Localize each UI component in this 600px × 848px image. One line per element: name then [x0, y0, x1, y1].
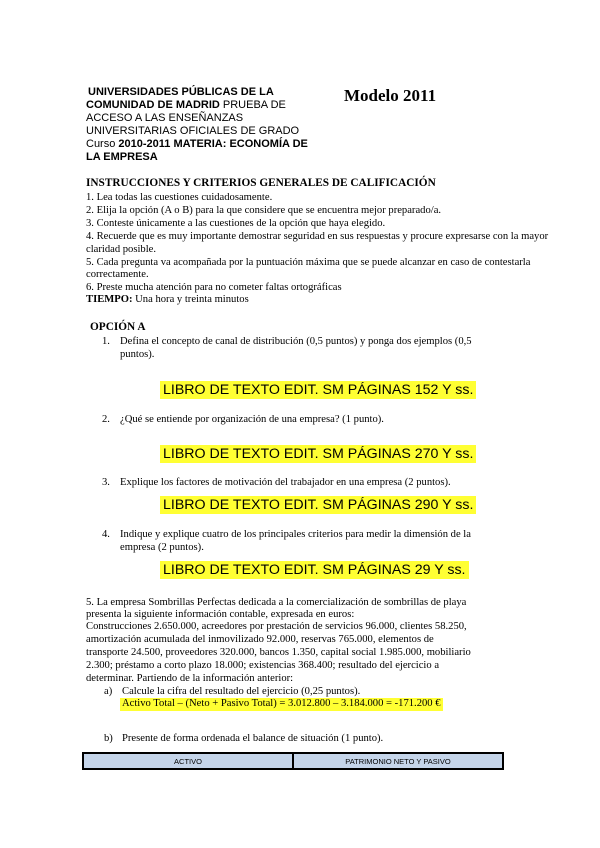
header-line-3: ACCESO A LAS ENSEÑANZAS	[86, 112, 244, 124]
question-3-reference: LIBRO DE TEXTO EDIT. SM PÁGINAS 290 Y ss.	[160, 496, 476, 514]
question-5-text: amortización acumulada del inmovilizado 92.000, reservas 765.000, elementos de	[86, 634, 434, 645]
header-line-1: UNIVERSIDADES PÚBLICAS DE LA	[88, 86, 274, 98]
question-1-text: Defina el concepto de canal de distribución (0,5 puntos) y ponga dos ejemplos (0,5	[120, 336, 472, 347]
instructions-title: INSTRUCCIONES Y CRITERIOS GENERALES DE CALIFICACIÓN	[86, 177, 436, 189]
instruction-item: 5. Cada pregunta va acompañada por la puntuación máxima que se puede alcanzar en caso de contestarla	[86, 257, 531, 268]
subquestion-b-text: Presente de forma ordenada el balance de situación (1 punto).	[122, 733, 384, 744]
question-5-text: 2.300; préstamo a corto plazo 18.000; existencias 368.400; resultado del ejercicio a	[86, 660, 440, 671]
question-3-text: Explique los factores de motivación del trabajador en una empresa (2 puntos).	[120, 477, 451, 488]
subquestion-label: a)	[104, 686, 113, 697]
instruction-item: 4. Recuerde que es muy importante demostrar seguridad en sus respuestas y procure expresarse con la mayor	[86, 231, 549, 242]
question-5-text: determinar. Partiendo de la información anterior:	[86, 673, 294, 684]
table-row	[83, 753, 503, 769]
question-5-text: Construcciones 2.650.000, acreedores por prestación de servicios 96.000, clientes 58.250,	[86, 621, 467, 632]
instruction-item: 6. Preste mucha atención para no cometer faltas ortográficas	[86, 282, 342, 293]
subquestion-a-answer: Activo Total – (Neto + Pasivo Total) = 3.012.800 – 3.184.000 = -171.200 €	[122, 698, 441, 709]
instruction-item: 3. Conteste únicamente a las cuestiones de la opción que haya elegido.	[86, 218, 386, 229]
question-5-text: transporte 24.500, proveedores 320.000, bancos 1.350, capital social 1.985.000, mobiliario	[86, 647, 471, 658]
instruction-item: 1. Lea todas las cuestiones cuidadosamente.	[86, 192, 273, 203]
question-4-text-cont: empresa (2 puntos).	[120, 542, 204, 553]
question-1-reference: LIBRO DE TEXTO EDIT. SM PÁGINAS 152 Y ss.	[160, 381, 476, 399]
question-2-reference: LIBRO DE TEXTO EDIT. SM PÁGINAS 270 Y ss.	[160, 445, 476, 463]
time-line: TIEMPO: Una hora y treinta minutos	[86, 294, 249, 305]
subquestion-label: b)	[104, 733, 113, 744]
header-line-6: LA EMPRESA	[86, 151, 158, 163]
table-header-activo: ACTIVO	[83, 753, 293, 769]
question-5-text: 5. La empresa Sombrillas Perfectas dedicada a la comercialización de sombrillas de playa	[86, 597, 467, 608]
header-line-2: COMUNIDAD DE MADRID PRUEBA DE	[86, 99, 286, 111]
instruction-item: claridad posible.	[86, 244, 157, 255]
table-header-patrimonio: PATRIMONIO NETO Y PASIVO	[293, 753, 503, 769]
instruction-item: correctamente.	[86, 269, 149, 280]
question-1-text-cont: puntos).	[120, 349, 155, 360]
question-number: 1.	[102, 336, 110, 347]
header-line-5: Curso 2010-2011 MATERIA: ECONOMÍA DE	[86, 138, 308, 150]
question-number: 2.	[102, 414, 110, 425]
question-4-reference: LIBRO DE TEXTO EDIT. SM PÁGINAS 29 Y ss.	[160, 561, 469, 579]
balance-table	[82, 752, 504, 770]
subquestion-a-text: Calcule la cifra del resultado del ejercicio (0,25 puntos).	[122, 686, 361, 697]
question-number: 3.	[102, 477, 110, 488]
question-number: 4.	[102, 529, 110, 540]
question-5-text: presenta la siguiente información contable, expresada en euros:	[86, 609, 355, 620]
question-2-text: ¿Qué se entiende por organización de una empresa? (1 punto).	[120, 414, 384, 425]
option-heading: OPCIÓN A	[90, 321, 146, 333]
model-title: Modelo 2011	[344, 86, 437, 105]
instruction-item: 2. Elija la opción (A o B) para la que considere que se encuentra mejor preparado/a.	[86, 205, 442, 216]
header-line-4: UNIVERSITARIAS OFICIALES DE GRADO	[86, 125, 300, 137]
question-4-text: Indique y explique cuatro de los principales criterios para medir la dimensión de la	[120, 529, 471, 540]
